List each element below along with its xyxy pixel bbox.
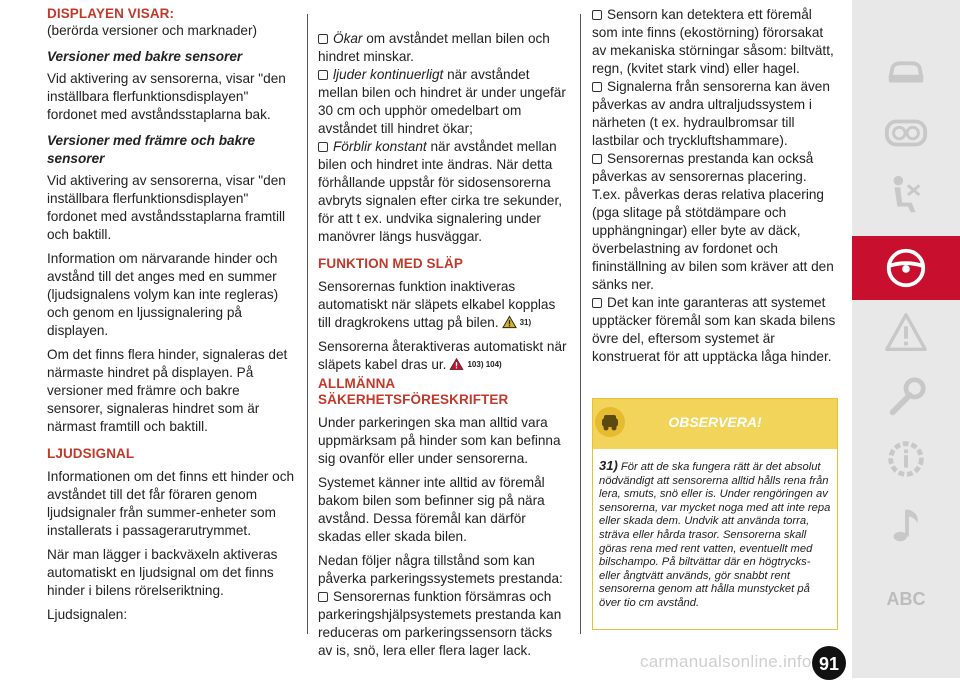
bullet-box-icon [592,154,602,164]
chapter-maintenance[interactable] [852,366,960,428]
front-sensors-text: Vid aktivering av sensorerna, visar "den inställbara flerfunktionsdisplayen" fordonet med avståndsstaplarna framtill och baktill. [47,173,286,242]
trailer-paragraph-2: Sensorerna återaktiveras automatiskt när släpets kabel dras ur. 103) 104) [318,339,567,372]
warning-triangle-icon [502,315,517,329]
bullet-box-icon [318,142,328,152]
chapter-car[interactable] [852,40,960,102]
sound-heading: LJUDSIGNAL [47,446,135,461]
chapter-index[interactable] [852,568,960,630]
bullet-placement: Sensorernas prestanda kan också påverkas av sensorernas placering. T.ex. påverkas deras relativa placering (pga slitage på stötdämpare och upphängningar) eller byte av däck, överbelastning av fordonet och fininställning av bilen som kräver att den sänks ner. [592,151,834,292]
chapter-sidebar [852,0,960,678]
column-3 [592,6,838,372]
bullet-box-icon [318,70,328,80]
safety-heading-line-2: SÄKERHETSFÖRESKRIFTER [318,392,509,407]
column-1 [47,6,299,630]
sound-paragraph-3: Ljudsignalen: [47,607,128,622]
chapter-technical-data[interactable] [852,428,960,490]
chapter-dashboard[interactable] [852,102,960,164]
car-icon [883,48,929,94]
page-number: 91 [812,646,846,680]
display-heading: DISPLAYEN VISAR: [47,6,175,21]
bullet-box-icon [318,592,328,602]
chapter-driving[interactable] [852,236,960,300]
observera-header [593,399,837,449]
rear-sensors-title: Versioner med bakre sensorer [47,49,243,64]
steering-wheel-icon [883,245,929,291]
warning-triangle-icon [883,310,929,356]
index-label: ABC [886,588,926,609]
chapter-safety[interactable] [852,164,960,226]
bullet-echo: Sensorn kan detektera ett föremål som inte finns (ekostörning) förorsakat av mekaniska störningar såsom: biltvätt, regn, (kvitet stark vind) eller hagel. [592,7,834,76]
bullet-box-icon [318,34,328,44]
bullet-constant: Förblir konstant när avståndet mellan bilen och hindret inte ändras. När detta förhållande uppstår för sidosensorerna avbryts signalen efter cirka tre sekunder, för att t ex. undvika signalering under manövrer längs husväggar. [318,139,563,244]
music-note-icon [883,502,929,548]
front-sensors-title: Versioner med främre och bakre sensorer [47,133,256,166]
watermark: carmanualsonline.info [640,652,812,671]
warning-triangle-icon [449,357,464,371]
observera-body [593,449,837,611]
rear-sensors-text: Vid aktivering av sensorerna, visar "den inställbara flerfunktionsdisplayen" fordonet med avståndsstaplarna bak. [47,71,286,122]
bullet-degraded: Sensorernas funktion försämras och parkeringshjälpsystemets prestanda kan reduceras om parkeringssensorn täcks av is, snö, lera eller flera lager lack. [318,589,562,658]
safety-paragraph-2: Systemet känner inte alltid av föremål bakom bilen som befinner sig på nära avstånd. Dessa föremål kan därför skadas eller skada bilen. [318,475,545,544]
column-divider-1 [307,14,308,634]
info-paragraph-1: Information om närvarande hinder och avstånd till det anges med en summer (ljudsignalens volym kan inte regleras) och genom en ljussignalering på displayen. [47,251,279,338]
trailer-heading: FUNKTION MED SLÄP [318,256,463,271]
trailer-paragraph-1: Sensorernas funktion inaktiveras automatiskt när släpets elkabel kopplas till dragkrokens uttag på bilen. 31) [318,279,556,330]
bullet-upper-part: Det kan inte garanteras att systemet upptäcker föremål som kan skada bilens övre del, eftersom systemet är konstruerat för att upptäcka låga hinder. [592,295,836,364]
column-divider-2 [580,14,581,634]
sound-paragraph-2: När man lägger i backväxeln aktiveras automatiskt en ljudsignal om det finns hinder i bilens rörelseriktning. [47,547,278,598]
sound-paragraph-1: Informationen om det finns ett hinder och avståndet till det får föraren genom ljudsignaler från summer-enheter som installerats i passagerarutrymmet. [47,469,295,538]
observera-title: OBSERVERA! [668,414,762,430]
display-subline: (berörda versioner och marknader) [47,23,258,38]
info-paragraph-2: Om det finns flera hinder, signaleras det närmaste hindret på displayen. På versioner med främre och bakre sensorer, signaleras hindret som är närmast framtill och baktill. [47,347,288,434]
observera-box [592,398,838,630]
bullet-continuous: ljuder kontinuerligt när avståndet mellan bilen och hindret är under ungefär 30 cm och upphör omedelbart om avståndet till hindret ökar; [318,67,566,136]
bullet-increases: Ökar om avståndet mellan bilen och hindret minskar. [318,31,550,64]
bullet-box-icon [592,298,602,308]
safety-paragraph-3: Nedan följer några tillstånd som kan påverka parkeringssystemets prestanda: [318,553,563,586]
safety-heading-line-1: ALLMÄNNA [318,376,396,391]
wrench-icon [883,374,929,420]
safety-paragraph-1: Under parkeringen ska man alltid vara uppmärksam på hinder som kan befinna sig ovanför eller under sensorerna. [318,415,561,466]
bullet-box-icon [592,10,602,20]
observera-note: 31) För att de ska fungera rätt är det absolut nödvändigt att sensorerna alltid hålls rena från lera, smuts, snö eller is. Under rengöringen av sensorerna, var mycket noga med att inte repa eller skada dem. Undvik att använda torra, sträva eller hårda trasor. Sensorerna skall göras rena med rent vatten, eventuellt med bilschampo. På biltvättar där en högtrycks- eller ångtvätt används, gör snabbt rent sensorerna genom att hålla munstycket på över tio cm avstånd. [599,458,831,609]
seat-safety-icon [883,172,929,218]
technical-data-icon [883,436,929,482]
column-2 [318,30,570,666]
bullet-ultrasound: Signalerna från sensorerna kan även påverkas av andra ultraljudssystem i närheten (t ex. hydraulbromsar till lastbilar och tryckluftshammare). [592,79,830,148]
chapter-multimedia[interactable] [852,494,960,556]
chapter-emergency[interactable] [852,302,960,364]
bullet-box-icon [592,82,602,92]
dashboard-icon [883,110,929,156]
